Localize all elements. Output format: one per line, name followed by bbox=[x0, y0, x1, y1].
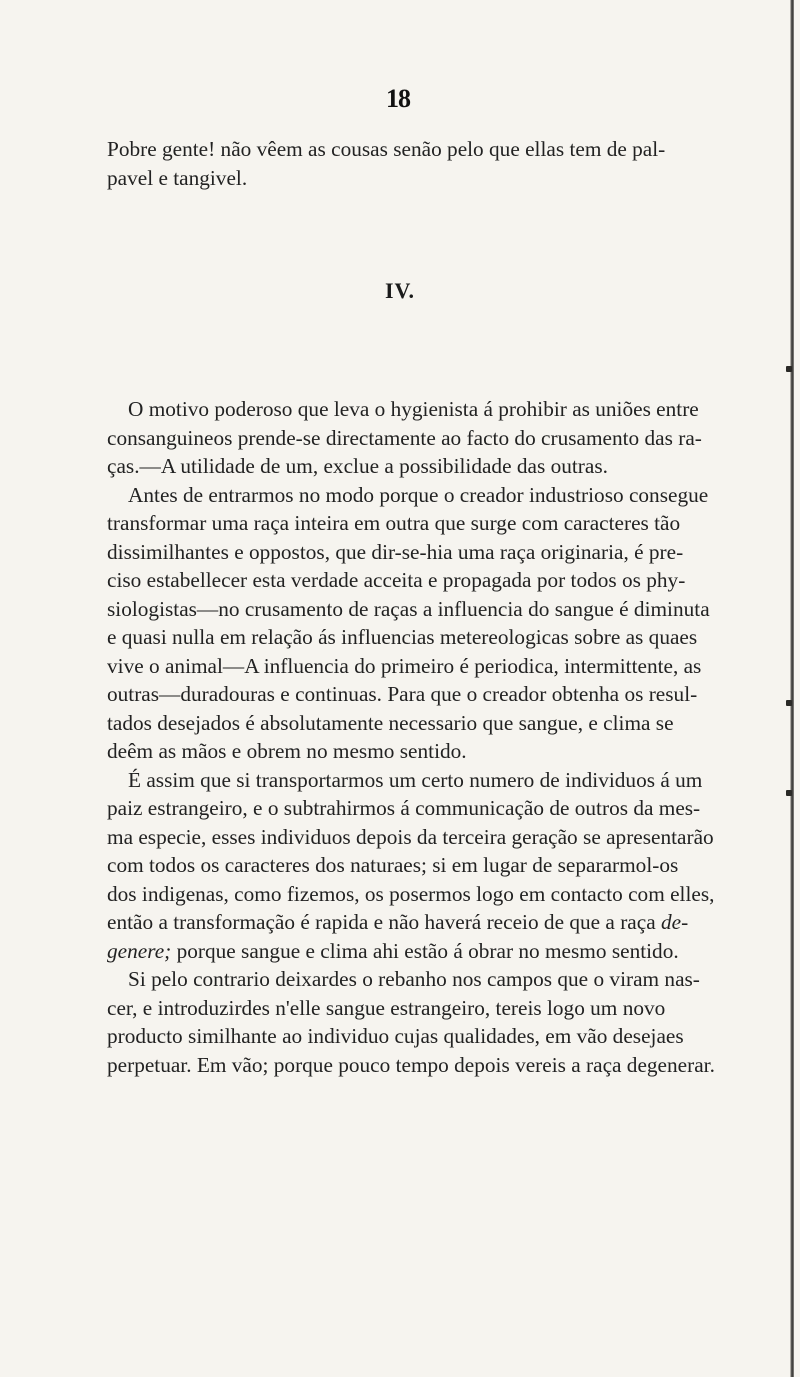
paragraph-line: então a transformação é rapida e não haverá receio de que a raça de- bbox=[107, 910, 689, 934]
paragraph-line: siologistas—no crusamento de raças a influencia do sangue é diminuta bbox=[107, 596, 710, 621]
paragraph-1 bbox=[107, 395, 735, 481]
paragraph-line: cer, e introduzirdes n'elle sangue estrangeiro, tereis logo um novo bbox=[107, 995, 666, 1020]
edge-mark bbox=[786, 790, 792, 796]
paragraph-line: Si pelo contrario deixardes o rebanho nos campos que o viram nas- bbox=[128, 967, 700, 991]
paragraph-line: dissimilhantes e oppostos, que dir-se-hia uma raça originaria, é pre- bbox=[107, 539, 684, 564]
paragraph-line: ças.—A utilidade de um, exclue a possibilidade das outras. bbox=[107, 454, 608, 478]
paragraph-line: É assim que si transportarmos um certo numero de individuos á um bbox=[128, 767, 703, 792]
paragraph-4 bbox=[107, 965, 735, 1079]
main-text bbox=[107, 395, 735, 1079]
paragraph-line: deêm as mãos e obrem no mesmo sentido. bbox=[107, 739, 467, 763]
paragraph-line: ma especie, esses individuos depois da terceira geração se apresentarão bbox=[107, 824, 714, 849]
paragraph-line: perpetuar. Em vão; porque pouco tempo depois vereis a raça degenerar. bbox=[107, 1052, 715, 1077]
paragraph-line: outras—duradouras e continuas. Para que o creador obtenha os resul- bbox=[107, 682, 698, 706]
paragraph-line: ciso estabellecer esta verdade acceita e propagada por todos os phy- bbox=[107, 568, 686, 592]
edge-mark bbox=[786, 366, 792, 372]
paragraph-line: com todos os caracteres dos naturaes; si em lugar de separarmol-os bbox=[107, 853, 679, 877]
paragraph-3 bbox=[107, 766, 735, 966]
paragraph-line: genere; porque sangue e clima ahi estão á obrar no mesmo sentido. bbox=[107, 938, 679, 963]
top-paragraph-line-2: pavel e tangivel. bbox=[107, 165, 248, 190]
page-edge-rule bbox=[790, 0, 794, 1377]
paragraph-line: tados desejados é absolutamente necessario que sangue, e clima se bbox=[107, 710, 674, 735]
paragraph-2 bbox=[107, 481, 735, 766]
paragraph-line: consanguineos prende-se directamente ao facto do crusamento das ra- bbox=[107, 425, 702, 450]
paragraph-line: vive o animal—A influencia do primeiro é periodica, intermittente, as bbox=[107, 653, 702, 678]
paragraph-line: paiz estrangeiro, e o subtrahirmos á communicação de outros da mes- bbox=[107, 796, 701, 820]
paragraph-line: e quasi nulla em relação ás influencias metereologicas sobre as quaes bbox=[107, 625, 698, 649]
edge-mark bbox=[786, 700, 792, 706]
page-number: 18 bbox=[386, 84, 410, 113]
paragraph-line: transformar uma raça inteira em outra que surge com caracteres tão bbox=[107, 511, 681, 535]
top-paragraph-line-1: Pobre gente! não vêem as cousas senão pelo que ellas tem de pal- bbox=[107, 137, 666, 161]
paragraph-line: O motivo poderoso que leva o hygienista á prohibir as uniões entre bbox=[128, 397, 699, 421]
top-paragraph bbox=[107, 135, 735, 192]
paragraph-line: producto similhante ao individuo cujas qualidades, em vão desejaes bbox=[107, 1024, 684, 1048]
paragraph-line: dos indigenas, como fizemos, os posermos logo em contacto com elles, bbox=[107, 881, 715, 906]
section-heading: IV. bbox=[384, 278, 416, 303]
paragraph-line: Antes de entrarmos no modo porque o creador industrioso consegue bbox=[128, 482, 709, 507]
